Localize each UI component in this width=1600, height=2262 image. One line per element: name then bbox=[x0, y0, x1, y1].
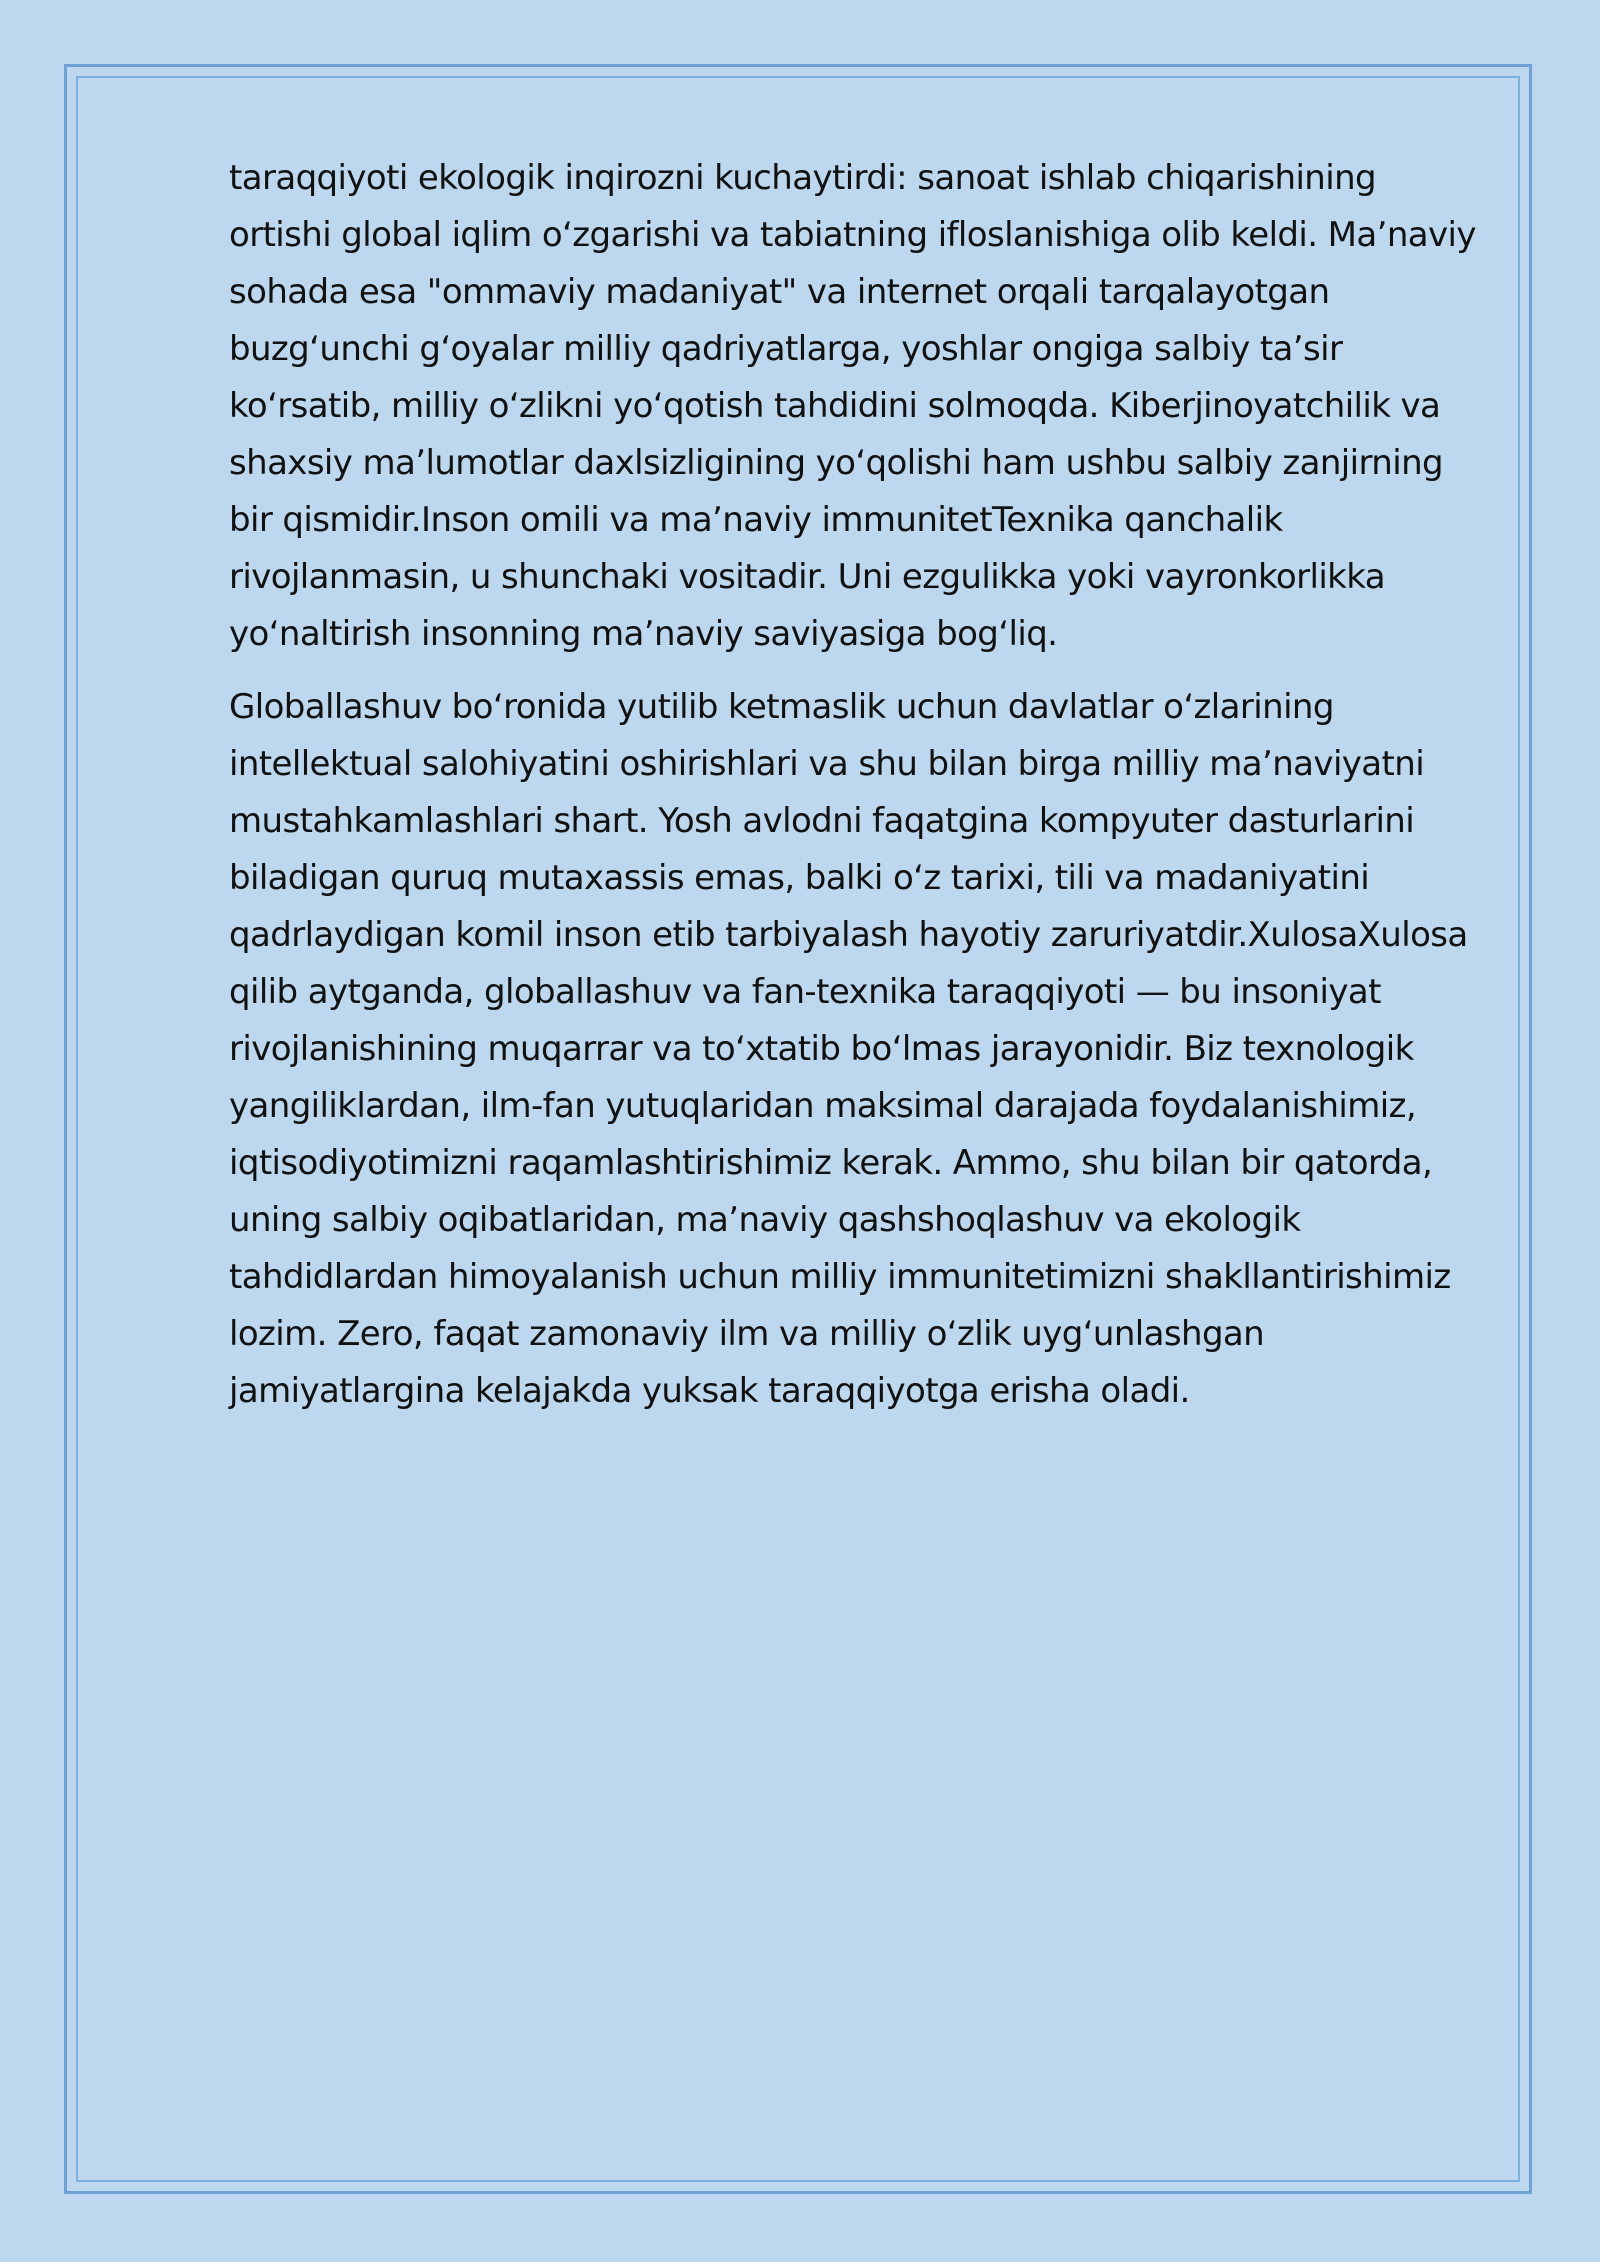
paragraph-1: taraqqiyoti ekologik inqirozni kuchaytirdi: sanoat ishlab chiqarishining ortishi global iqlim oʻzgarishi va tabiatning ifloslanishiga olib keldi. Maʼnaviy sohada esa "ommaviy madaniyat" va internet orqali tarqalayotgan buzgʻunchi gʻoyalar milliy qadriyatlarga, yoshlar ongiga salbiy taʼsir koʻrsatib, milliy oʻzlikni yoʻqotish tahdidini solmoqda. Kiberjinoyatchilik va shaxsiy maʼlumotlar daxlsizligining yoʻqolishi ham ushbu salbiy zanjirning bir qismidir.Inson omili va maʼnaviy immunitetTexnika qanchalik rivojlanmasin, u shunchaki vositadir. Uni ezgulikka yoki vayronkorlikka yoʻnaltirish insonning maʼnaviy saviyasiga bogʻliq. bbox=[229, 158, 1476, 654]
paragraph-2: Globallashuv boʻronida yutilib ketmaslik uchun davlatlar oʻzlarining intellektual salohiyatini oshirishlari va shu bilan birga milliy maʼnaviyatni mustahkamlashlari shart. Yosh avlodni faqatgina kompyuter dasturlarini biladigan quruq mutaxassis emas, balki oʻz tarixi, tili va madaniyatini qadrlaydigan komil inson etib tarbiyalash hayotiy zaruriyatdir.XulosaXulosa qilib aytganda, globallashuv va fan-texnika taraqqiyoti — bu insoniyat rivojlanishining muqarrar va toʻxtatib boʻlmas jarayonidir. Biz texnologik yangiliklardan, ilm-fan yutuqlaridan maksimal darajada foydalanishimiz, iqtisodiyotimizni raqamlashtirishimiz kerak. Ammo, shu bilan bir qatorda, uning salbiy oqibatlaridan, maʼnaviy qashshoqlashuv va ekologik tahdidlardan himoyalanish uchun milliy immunitetimizni shakllantirishimiz lozim. Zero, faqat zamonaviy ilm va milliy oʻzlik uygʻunlashgan jamiyatlargina kelajakda yuksak taraqqiyotga erisha oladi. bbox=[229, 687, 1468, 1411]
document-body bbox=[229, 150, 1479, 1436]
